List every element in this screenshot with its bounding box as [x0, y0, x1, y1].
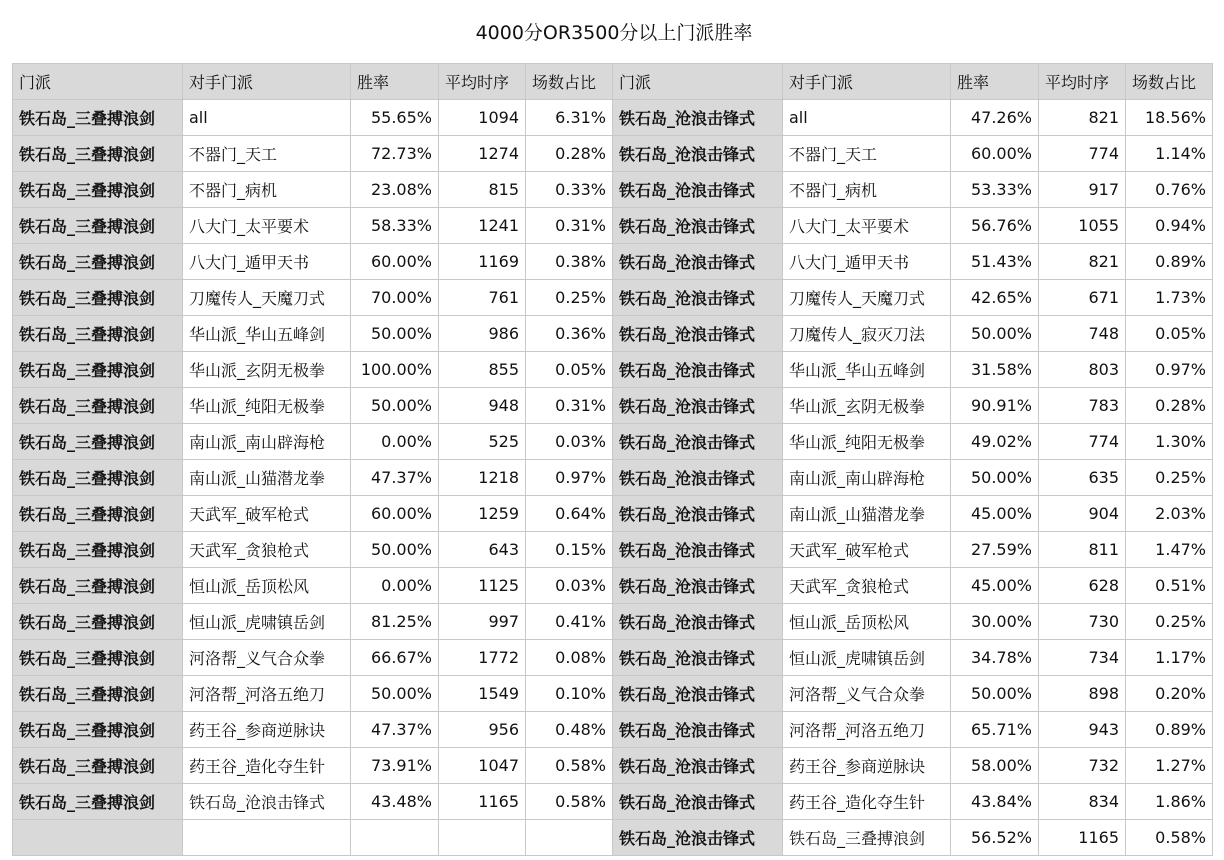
- share-cell[interactable]: 0.31%: [526, 208, 613, 244]
- share-cell[interactable]: 1.73%: [1126, 280, 1213, 316]
- share-cell[interactable]: 0.05%: [1126, 316, 1213, 352]
- avg-timing-cell[interactable]: 1165: [439, 784, 526, 820]
- opponent-header-right[interactable]: 对手门派: [783, 64, 951, 100]
- sect-cell[interactable]: 铁石岛_沧浪击锋式: [613, 532, 783, 568]
- avg-timing-cell[interactable]: 1125: [439, 568, 526, 604]
- share-cell[interactable]: 0.76%: [1126, 172, 1213, 208]
- sect-cell[interactable]: 铁石岛_三叠搏浪剑: [13, 352, 183, 388]
- opponent-cell[interactable]: 河洛帮_河洛五绝刀: [183, 676, 351, 712]
- win-rate-cell[interactable]: 56.52%: [951, 820, 1039, 856]
- table-row[interactable]: [13, 496, 1213, 532]
- share-cell[interactable]: 1.86%: [1126, 784, 1213, 820]
- opponent-cell[interactable]: 八大门_遁甲天书: [783, 244, 951, 280]
- opponent-cell[interactable]: 华山派_玄阴无极拳: [183, 352, 351, 388]
- sect-cell[interactable]: 铁石岛_三叠搏浪剑: [13, 604, 183, 640]
- win-rate-cell[interactable]: 55.65%: [351, 100, 439, 136]
- share-cell[interactable]: 0.31%: [526, 388, 613, 424]
- share-cell[interactable]: 0.25%: [526, 280, 613, 316]
- opponent-cell[interactable]: 八大门_太平要术: [783, 208, 951, 244]
- opponent-cell[interactable]: 恒山派_岳顶松风: [183, 568, 351, 604]
- avg-timing-header-right[interactable]: 平均时序: [1039, 64, 1126, 100]
- opponent-cell[interactable]: 药王谷_造化夺生针: [183, 748, 351, 784]
- opponent-cell[interactable]: 恒山派_岳顶松风: [783, 604, 951, 640]
- share-header-right[interactable]: 场数占比: [1126, 64, 1213, 100]
- win-rate-cell[interactable]: 0.00%: [351, 424, 439, 460]
- opponent-cell[interactable]: all: [183, 100, 351, 136]
- sect-cell[interactable]: 铁石岛_沧浪击锋式: [613, 352, 783, 388]
- avg-timing-cell[interactable]: 904: [1039, 496, 1126, 532]
- win-rate-table: [12, 63, 1213, 856]
- avg-timing-cell[interactable]: 1218: [439, 460, 526, 496]
- win-rate-cell[interactable]: 0.00%: [351, 568, 439, 604]
- win-rate-cell[interactable]: [351, 820, 439, 856]
- opponent-cell[interactable]: 天武军_贪狼枪式: [783, 568, 951, 604]
- sect-cell[interactable]: 铁石岛_沧浪击锋式: [613, 568, 783, 604]
- sect-cell[interactable]: 铁石岛_三叠搏浪剑: [13, 748, 183, 784]
- win-rate-cell[interactable]: 47.37%: [351, 460, 439, 496]
- win-rate-cell[interactable]: 90.91%: [951, 388, 1039, 424]
- opponent-cell[interactable]: 不器门_天工: [183, 136, 351, 172]
- share-cell[interactable]: 0.28%: [1126, 388, 1213, 424]
- avg-timing-cell[interactable]: 643: [439, 532, 526, 568]
- avg-timing-cell[interactable]: 855: [439, 352, 526, 388]
- table-row[interactable]: [13, 604, 1213, 640]
- win-rate-cell[interactable]: 30.00%: [951, 604, 1039, 640]
- win-rate-cell[interactable]: 43.84%: [951, 784, 1039, 820]
- avg-timing-cell[interactable]: 525: [439, 424, 526, 460]
- win-rate-cell[interactable]: 50.00%: [351, 388, 439, 424]
- avg-timing-cell[interactable]: 1772: [439, 640, 526, 676]
- sect-cell[interactable]: 铁石岛_三叠搏浪剑: [13, 676, 183, 712]
- avg-timing-cell[interactable]: 821: [1039, 244, 1126, 280]
- sect-cell[interactable]: 铁石岛_沧浪击锋式: [613, 280, 783, 316]
- avg-timing-cell[interactable]: 803: [1039, 352, 1126, 388]
- share-cell[interactable]: 0.89%: [1126, 244, 1213, 280]
- share-cell[interactable]: 1.17%: [1126, 640, 1213, 676]
- avg-timing-cell[interactable]: 671: [1039, 280, 1126, 316]
- win-rate-cell[interactable]: 34.78%: [951, 640, 1039, 676]
- win-rate-cell[interactable]: 42.65%: [951, 280, 1039, 316]
- share-cell[interactable]: 0.25%: [1126, 460, 1213, 496]
- opponent-cell[interactable]: 华山派_华山五峰剑: [783, 352, 951, 388]
- avg-timing-cell[interactable]: 1259: [439, 496, 526, 532]
- win-rate-cell[interactable]: 47.37%: [351, 712, 439, 748]
- header-row: [13, 64, 1213, 100]
- opponent-cell[interactable]: 八大门_遁甲天书: [183, 244, 351, 280]
- share-cell[interactable]: 0.58%: [1126, 820, 1213, 856]
- share-cell[interactable]: 0.64%: [526, 496, 613, 532]
- share-cell[interactable]: 1.27%: [1126, 748, 1213, 784]
- avg-timing-cell[interactable]: 948: [439, 388, 526, 424]
- opponent-cell[interactable]: 河洛帮_义气合众拳: [783, 676, 951, 712]
- win-rate-cell[interactable]: 27.59%: [951, 532, 1039, 568]
- table-row[interactable]: [13, 208, 1213, 244]
- avg-timing-cell[interactable]: 774: [1039, 136, 1126, 172]
- table-row[interactable]: [13, 316, 1213, 352]
- opponent-cell[interactable]: 刀魔传人_寂灭刀法: [783, 316, 951, 352]
- win-rate-cell[interactable]: 56.76%: [951, 208, 1039, 244]
- share-cell[interactable]: 18.56%: [1126, 100, 1213, 136]
- sect-header-right[interactable]: 门派: [613, 64, 783, 100]
- opponent-cell[interactable]: 河洛帮_义气合众拳: [183, 640, 351, 676]
- sect-cell[interactable]: 铁石岛_沧浪击锋式: [613, 748, 783, 784]
- avg-timing-cell[interactable]: 898: [1039, 676, 1126, 712]
- sect-cell[interactable]: 铁石岛_沧浪击锋式: [613, 676, 783, 712]
- avg-timing-cell[interactable]: 1169: [439, 244, 526, 280]
- avg-timing-cell[interactable]: 783: [1039, 388, 1126, 424]
- win-rate-cell[interactable]: 45.00%: [951, 568, 1039, 604]
- table-row[interactable]: [13, 640, 1213, 676]
- win-rate-cell[interactable]: 50.00%: [351, 316, 439, 352]
- avg-timing-cell[interactable]: 821: [1039, 100, 1126, 136]
- table-row[interactable]: [13, 676, 1213, 712]
- avg-timing-cell[interactable]: 1241: [439, 208, 526, 244]
- avg-timing-cell[interactable]: 1055: [1039, 208, 1126, 244]
- opponent-cell[interactable]: 天武军_破军枪式: [183, 496, 351, 532]
- opponent-cell[interactable]: 铁石岛_沧浪击锋式: [183, 784, 351, 820]
- table-row[interactable]: [13, 280, 1213, 316]
- win-rate-cell[interactable]: 50.00%: [951, 676, 1039, 712]
- win-rate-cell[interactable]: 51.43%: [951, 244, 1039, 280]
- opponent-cell[interactable]: 南山派_南山辟海枪: [783, 460, 951, 496]
- avg-timing-cell[interactable]: 628: [1039, 568, 1126, 604]
- share-cell[interactable]: 0.51%: [1126, 568, 1213, 604]
- table-row[interactable]: [13, 100, 1213, 136]
- share-cell[interactable]: 0.10%: [526, 676, 613, 712]
- table-row[interactable]: [13, 532, 1213, 568]
- avg-timing-cell[interactable]: 730: [1039, 604, 1126, 640]
- sect-header-left[interactable]: 门派: [13, 64, 183, 100]
- share-cell[interactable]: 0.48%: [526, 712, 613, 748]
- avg-timing-cell[interactable]: 834: [1039, 784, 1126, 820]
- table-row[interactable]: [13, 388, 1213, 424]
- opponent-cell[interactable]: 药王谷_参商逆脉诀: [183, 712, 351, 748]
- sect-cell[interactable]: 铁石岛_三叠搏浪剑: [13, 532, 183, 568]
- opponent-cell[interactable]: 华山派_华山五峰剑: [183, 316, 351, 352]
- win-rate-cell[interactable]: 60.00%: [951, 136, 1039, 172]
- table-row[interactable]: [13, 136, 1213, 172]
- opponent-cell[interactable]: 不器门_病机: [783, 172, 951, 208]
- avg-timing-cell[interactable]: 732: [1039, 748, 1126, 784]
- opponent-cell[interactable]: 八大门_太平要术: [183, 208, 351, 244]
- opponent-cell[interactable]: 恒山派_虎啸镇岳剑: [183, 604, 351, 640]
- avg-timing-cell[interactable]: 1094: [439, 100, 526, 136]
- sect-cell[interactable]: 铁石岛_沧浪击锋式: [613, 460, 783, 496]
- win-rate-cell[interactable]: 43.48%: [351, 784, 439, 820]
- share-cell[interactable]: 1.14%: [1126, 136, 1213, 172]
- avg-timing-cell[interactable]: 956: [439, 712, 526, 748]
- opponent-cell[interactable]: 恒山派_虎啸镇岳剑: [783, 640, 951, 676]
- sect-cell[interactable]: 铁石岛_三叠搏浪剑: [13, 424, 183, 460]
- avg-timing-header-left[interactable]: 平均时序: [439, 64, 526, 100]
- share-cell[interactable]: 0.94%: [1126, 208, 1213, 244]
- share-cell[interactable]: 0.03%: [526, 424, 613, 460]
- share-cell[interactable]: 1.30%: [1126, 424, 1213, 460]
- sect-cell[interactable]: [13, 820, 183, 856]
- win-rate-cell[interactable]: 50.00%: [351, 532, 439, 568]
- sect-cell[interactable]: 铁石岛_沧浪击锋式: [613, 316, 783, 352]
- table-row[interactable]: [13, 460, 1213, 496]
- table-row[interactable]: [13, 784, 1213, 820]
- sect-cell[interactable]: 铁石岛_三叠搏浪剑: [13, 640, 183, 676]
- opponent-cell[interactable]: 药王谷_造化夺生针: [783, 784, 951, 820]
- share-cell[interactable]: 0.25%: [1126, 604, 1213, 640]
- share-cell[interactable]: 2.03%: [1126, 496, 1213, 532]
- avg-timing-cell[interactable]: 1165: [1039, 820, 1126, 856]
- opponent-cell[interactable]: 华山派_玄阴无极拳: [783, 388, 951, 424]
- sect-cell[interactable]: 铁石岛_三叠搏浪剑: [13, 568, 183, 604]
- opponent-header-left[interactable]: 对手门派: [183, 64, 351, 100]
- sect-cell[interactable]: 铁石岛_沧浪击锋式: [613, 172, 783, 208]
- avg-timing-cell[interactable]: 986: [439, 316, 526, 352]
- table-row[interactable]: [13, 568, 1213, 604]
- win-rate-cell[interactable]: 58.33%: [351, 208, 439, 244]
- share-header-left[interactable]: 场数占比: [526, 64, 613, 100]
- win-rate-cell[interactable]: 81.25%: [351, 604, 439, 640]
- win-rate-cell[interactable]: 73.91%: [351, 748, 439, 784]
- avg-timing-cell[interactable]: 811: [1039, 532, 1126, 568]
- sect-cell[interactable]: 铁石岛_三叠搏浪剑: [13, 280, 183, 316]
- share-cell[interactable]: 0.36%: [526, 316, 613, 352]
- win-rate-header-right[interactable]: 胜率: [951, 64, 1039, 100]
- sect-cell[interactable]: 铁石岛_沧浪击锋式: [613, 640, 783, 676]
- page-title: 4000分OR3500分以上门派胜率: [475, 22, 753, 44]
- win-rate-cell[interactable]: 60.00%: [351, 496, 439, 532]
- win-rate-cell[interactable]: 70.00%: [351, 280, 439, 316]
- sect-cell[interactable]: 铁石岛_三叠搏浪剑: [13, 172, 183, 208]
- win-rate-cell[interactable]: 50.00%: [351, 676, 439, 712]
- sect-cell[interactable]: 铁石岛_沧浪击锋式: [613, 244, 783, 280]
- sect-cell[interactable]: 铁石岛_三叠搏浪剑: [13, 460, 183, 496]
- share-cell[interactable]: 6.31%: [526, 100, 613, 136]
- win-rate-cell[interactable]: 72.73%: [351, 136, 439, 172]
- share-cell[interactable]: 0.38%: [526, 244, 613, 280]
- avg-timing-cell[interactable]: 917: [1039, 172, 1126, 208]
- avg-timing-cell[interactable]: [439, 820, 526, 856]
- opponent-cell[interactable]: 刀魔传人_天魔刀式: [183, 280, 351, 316]
- share-cell[interactable]: 0.97%: [526, 460, 613, 496]
- share-cell[interactable]: 0.58%: [526, 784, 613, 820]
- share-cell[interactable]: [526, 820, 613, 856]
- opponent-cell[interactable]: 华山派_纯阳无极拳: [183, 388, 351, 424]
- win-rate-cell[interactable]: 49.02%: [951, 424, 1039, 460]
- avg-timing-cell[interactable]: 635: [1039, 460, 1126, 496]
- win-rate-cell[interactable]: 66.67%: [351, 640, 439, 676]
- win-rate-cell[interactable]: 23.08%: [351, 172, 439, 208]
- share-cell[interactable]: 1.47%: [1126, 532, 1213, 568]
- sect-cell[interactable]: 铁石岛_沧浪击锋式: [613, 424, 783, 460]
- opponent-cell[interactable]: all: [783, 100, 951, 136]
- share-cell[interactable]: 0.58%: [526, 748, 613, 784]
- sect-cell[interactable]: 铁石岛_三叠搏浪剑: [13, 100, 183, 136]
- avg-timing-cell[interactable]: 761: [439, 280, 526, 316]
- share-cell[interactable]: 0.41%: [526, 604, 613, 640]
- sect-cell[interactable]: 铁石岛_三叠搏浪剑: [13, 244, 183, 280]
- win-rate-header-left[interactable]: 胜率: [351, 64, 439, 100]
- avg-timing-cell[interactable]: 734: [1039, 640, 1126, 676]
- sect-cell[interactable]: 铁石岛_沧浪击锋式: [613, 712, 783, 748]
- opponent-cell[interactable]: 刀魔传人_天魔刀式: [783, 280, 951, 316]
- avg-timing-cell[interactable]: 748: [1039, 316, 1126, 352]
- sect-cell[interactable]: 铁石岛_沧浪击锋式: [613, 136, 783, 172]
- sect-cell[interactable]: 铁石岛_沧浪击锋式: [613, 100, 783, 136]
- table-row[interactable]: [13, 712, 1213, 748]
- table-row[interactable]: [13, 352, 1213, 388]
- opponent-cell[interactable]: 不器门_病机: [183, 172, 351, 208]
- share-cell[interactable]: 0.28%: [526, 136, 613, 172]
- opponent-cell[interactable]: 南山派_南山辟海枪: [183, 424, 351, 460]
- opponent-cell[interactable]: 铁石岛_三叠搏浪剑: [783, 820, 951, 856]
- sect-cell[interactable]: 铁石岛_三叠搏浪剑: [13, 784, 183, 820]
- table-row[interactable]: [13, 424, 1213, 460]
- win-rate-cell[interactable]: 31.58%: [951, 352, 1039, 388]
- sect-cell[interactable]: 铁石岛_三叠搏浪剑: [13, 136, 183, 172]
- sect-cell[interactable]: 铁石岛_沧浪击锋式: [613, 496, 783, 532]
- avg-timing-cell[interactable]: 1274: [439, 136, 526, 172]
- win-rate-cell[interactable]: 60.00%: [351, 244, 439, 280]
- share-cell[interactable]: 0.89%: [1126, 712, 1213, 748]
- win-rate-cell[interactable]: 58.00%: [951, 748, 1039, 784]
- opponent-cell[interactable]: 华山派_纯阳无极拳: [783, 424, 951, 460]
- table-row[interactable]: [13, 820, 1213, 856]
- table-row[interactable]: [13, 244, 1213, 280]
- opponent-cell[interactable]: 不器门_天工: [783, 136, 951, 172]
- sect-cell[interactable]: 铁石岛_沧浪击锋式: [613, 784, 783, 820]
- sect-cell[interactable]: 铁石岛_沧浪击锋式: [613, 820, 783, 856]
- share-cell[interactable]: 0.20%: [1126, 676, 1213, 712]
- avg-timing-cell[interactable]: 815: [439, 172, 526, 208]
- share-cell[interactable]: 0.15%: [526, 532, 613, 568]
- avg-timing-cell[interactable]: 1549: [439, 676, 526, 712]
- share-cell[interactable]: 0.03%: [526, 568, 613, 604]
- share-cell[interactable]: 0.33%: [526, 172, 613, 208]
- win-rate-cell[interactable]: 100.00%: [351, 352, 439, 388]
- opponent-cell[interactable]: 河洛帮_河洛五绝刀: [783, 712, 951, 748]
- table-row[interactable]: [13, 748, 1213, 784]
- win-rate-cell[interactable]: 50.00%: [951, 316, 1039, 352]
- avg-timing-cell[interactable]: 774: [1039, 424, 1126, 460]
- sect-cell[interactable]: 铁石岛_三叠搏浪剑: [13, 712, 183, 748]
- win-rate-cell[interactable]: 65.71%: [951, 712, 1039, 748]
- sect-cell[interactable]: 铁石岛_沧浪击锋式: [613, 208, 783, 244]
- win-rate-cell[interactable]: 45.00%: [951, 496, 1039, 532]
- opponent-cell[interactable]: 南山派_山猫潜龙拳: [183, 460, 351, 496]
- share-cell[interactable]: 0.97%: [1126, 352, 1213, 388]
- sect-cell[interactable]: 铁石岛_沧浪击锋式: [613, 604, 783, 640]
- opponent-cell[interactable]: 药王谷_参商逆脉诀: [783, 748, 951, 784]
- avg-timing-cell[interactable]: 997: [439, 604, 526, 640]
- sect-cell[interactable]: 铁石岛_三叠搏浪剑: [13, 496, 183, 532]
- sect-cell[interactable]: 铁石岛_三叠搏浪剑: [13, 388, 183, 424]
- avg-timing-cell[interactable]: 943: [1039, 712, 1126, 748]
- win-rate-cell[interactable]: 53.33%: [951, 172, 1039, 208]
- sect-cell[interactable]: 铁石岛_三叠搏浪剑: [13, 316, 183, 352]
- sect-cell[interactable]: 铁石岛_三叠搏浪剑: [13, 208, 183, 244]
- avg-timing-cell[interactable]: 1047: [439, 748, 526, 784]
- opponent-cell[interactable]: 天武军_破军枪式: [783, 532, 951, 568]
- opponent-cell[interactable]: 天武军_贪狼枪式: [183, 532, 351, 568]
- opponent-cell[interactable]: 南山派_山猫潜龙拳: [783, 496, 951, 532]
- win-rate-cell[interactable]: 50.00%: [951, 460, 1039, 496]
- sect-cell[interactable]: 铁石岛_沧浪击锋式: [613, 388, 783, 424]
- share-cell[interactable]: 0.08%: [526, 640, 613, 676]
- table-body: [13, 100, 1213, 856]
- share-cell[interactable]: 0.05%: [526, 352, 613, 388]
- table-row[interactable]: [13, 172, 1213, 208]
- opponent-cell[interactable]: [183, 820, 351, 856]
- win-rate-cell[interactable]: 47.26%: [951, 100, 1039, 136]
